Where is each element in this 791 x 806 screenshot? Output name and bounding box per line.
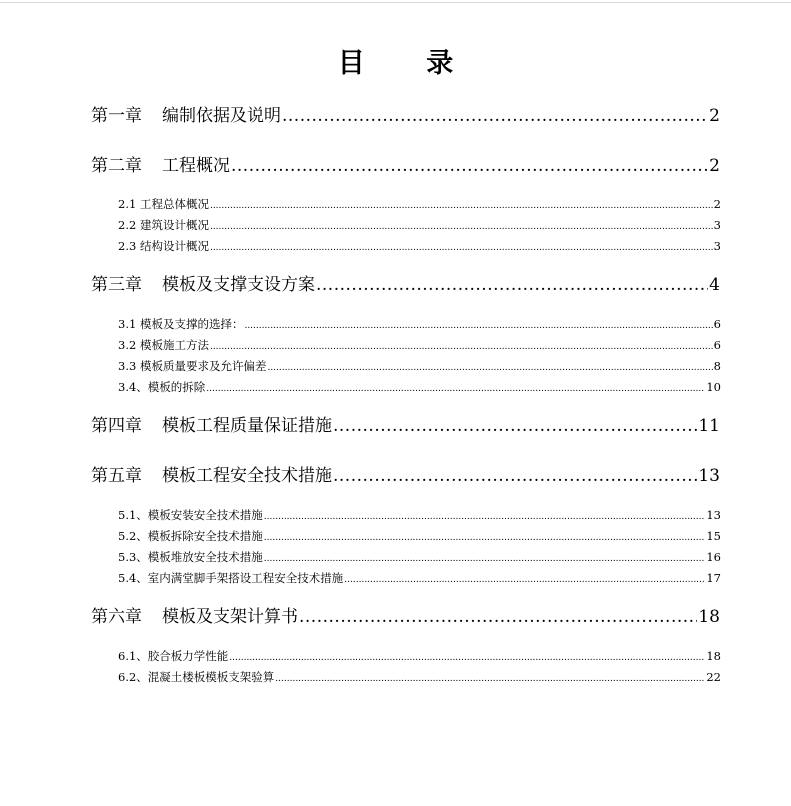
page-number: 2 [709, 106, 720, 126]
toc-section-6-1[interactable] [118, 648, 721, 666]
page-number: 8 [713, 359, 721, 373]
section-title: 6.1、胶合板力学性能 [118, 649, 229, 663]
toc-chapter-3[interactable] [91, 274, 720, 296]
toc-section-2-2[interactable] [118, 217, 721, 235]
page-number: 2 [713, 197, 721, 211]
page-number: 11 [698, 416, 720, 436]
section-title: 5.1、模板安装安全技术措施 [118, 508, 263, 522]
dot-leader [267, 358, 712, 376]
section-title: 6.2、混凝土楼板模板支架验算 [118, 670, 275, 684]
dot-leader [210, 337, 713, 355]
toc-section-2-3[interactable] [118, 238, 721, 256]
dot-leader [264, 507, 706, 525]
toc-section-3-3[interactable] [118, 358, 721, 376]
page-number: 10 [706, 380, 721, 394]
chapter-title: 编制依据及说明 [162, 106, 281, 126]
page-number: 4 [709, 275, 720, 295]
chapter-number: 第二章 [91, 156, 142, 176]
dot-leader [264, 528, 706, 546]
chapter-title: 模板工程安全技术措施 [162, 466, 332, 486]
toc-section-5-1[interactable] [118, 507, 721, 525]
dot-leader [333, 465, 697, 487]
dot-leader [229, 648, 705, 666]
toc-title: 目 录 [337, 48, 480, 79]
page-number: 22 [706, 670, 721, 684]
dot-leader [231, 155, 708, 177]
page-number: 15 [706, 529, 721, 543]
toc-chapter-4[interactable] [91, 415, 720, 437]
page-number: 2 [709, 156, 720, 176]
section-title: 5.4、室内满堂脚手架搭设工程安全技术措施 [118, 571, 344, 585]
dot-leader [275, 669, 705, 687]
section-title: 5.2、模板拆除安全技术措施 [118, 529, 263, 543]
dot-leader [299, 606, 697, 628]
chapter-title: 模板及支架计算书 [162, 607, 298, 627]
section-title: 3.4、模板的拆除 [118, 380, 206, 394]
chapter-number: 第六章 [91, 607, 142, 627]
toc-chapter-1[interactable] [91, 105, 720, 127]
toc-section-2-1[interactable] [118, 196, 721, 214]
chapter-title: 工程概况 [162, 156, 230, 176]
page-number: 6 [713, 317, 721, 331]
dot-leader [264, 549, 706, 567]
dot-leader [210, 238, 713, 256]
page-number: 18 [698, 607, 720, 627]
chapter-title: 模板工程质量保证措施 [162, 416, 332, 436]
section-title: 3.3 模板质量要求及允许偏差 [118, 359, 267, 373]
dot-leader [206, 379, 705, 397]
dot-leader [316, 274, 708, 296]
dot-leader [282, 105, 708, 127]
section-title: 3.2 模板施工方法 [118, 338, 209, 352]
section-title: 5.3、模板堆放安全技术措施 [118, 550, 263, 564]
toc-chapter-5[interactable] [91, 465, 720, 487]
toc-section-5-3[interactable] [118, 549, 721, 567]
toc-chapter-6[interactable] [91, 606, 720, 628]
dot-leader [244, 316, 712, 334]
toc-section-3-4[interactable] [118, 379, 721, 397]
toc-section-5-4[interactable] [118, 570, 721, 588]
toc-section-6-2[interactable] [118, 669, 721, 687]
page-number: 17 [706, 571, 721, 585]
page-number: 6 [713, 338, 721, 352]
toc-section-5-2[interactable] [118, 528, 721, 546]
page-number: 18 [706, 649, 721, 663]
page-number: 3 [713, 218, 721, 232]
chapter-number: 第四章 [91, 416, 142, 436]
chapter-number: 第一章 [91, 106, 142, 126]
dot-leader [210, 217, 713, 235]
section-title: 2.2 建筑设计概况 [118, 218, 209, 232]
page-number: 13 [698, 466, 720, 486]
page-number: 3 [713, 239, 721, 253]
section-title: 2.3 结构设计概况 [118, 239, 209, 253]
section-title: 3.1 模板及支撑的选择： [118, 317, 244, 331]
toc-chapter-2[interactable] [91, 155, 720, 177]
toc-section-3-2[interactable] [118, 337, 721, 355]
chapter-title: 模板及支撑支设方案 [162, 275, 315, 295]
section-title: 2.1 工程总体概况 [118, 197, 209, 211]
page-number: 13 [706, 508, 721, 522]
chapter-number: 第五章 [91, 466, 142, 486]
dot-leader [344, 570, 705, 588]
dot-leader [210, 196, 713, 214]
toc-section-3-1[interactable] [118, 316, 721, 334]
page-number: 16 [706, 550, 721, 564]
chapter-number: 第三章 [91, 275, 142, 295]
dot-leader [333, 415, 697, 437]
